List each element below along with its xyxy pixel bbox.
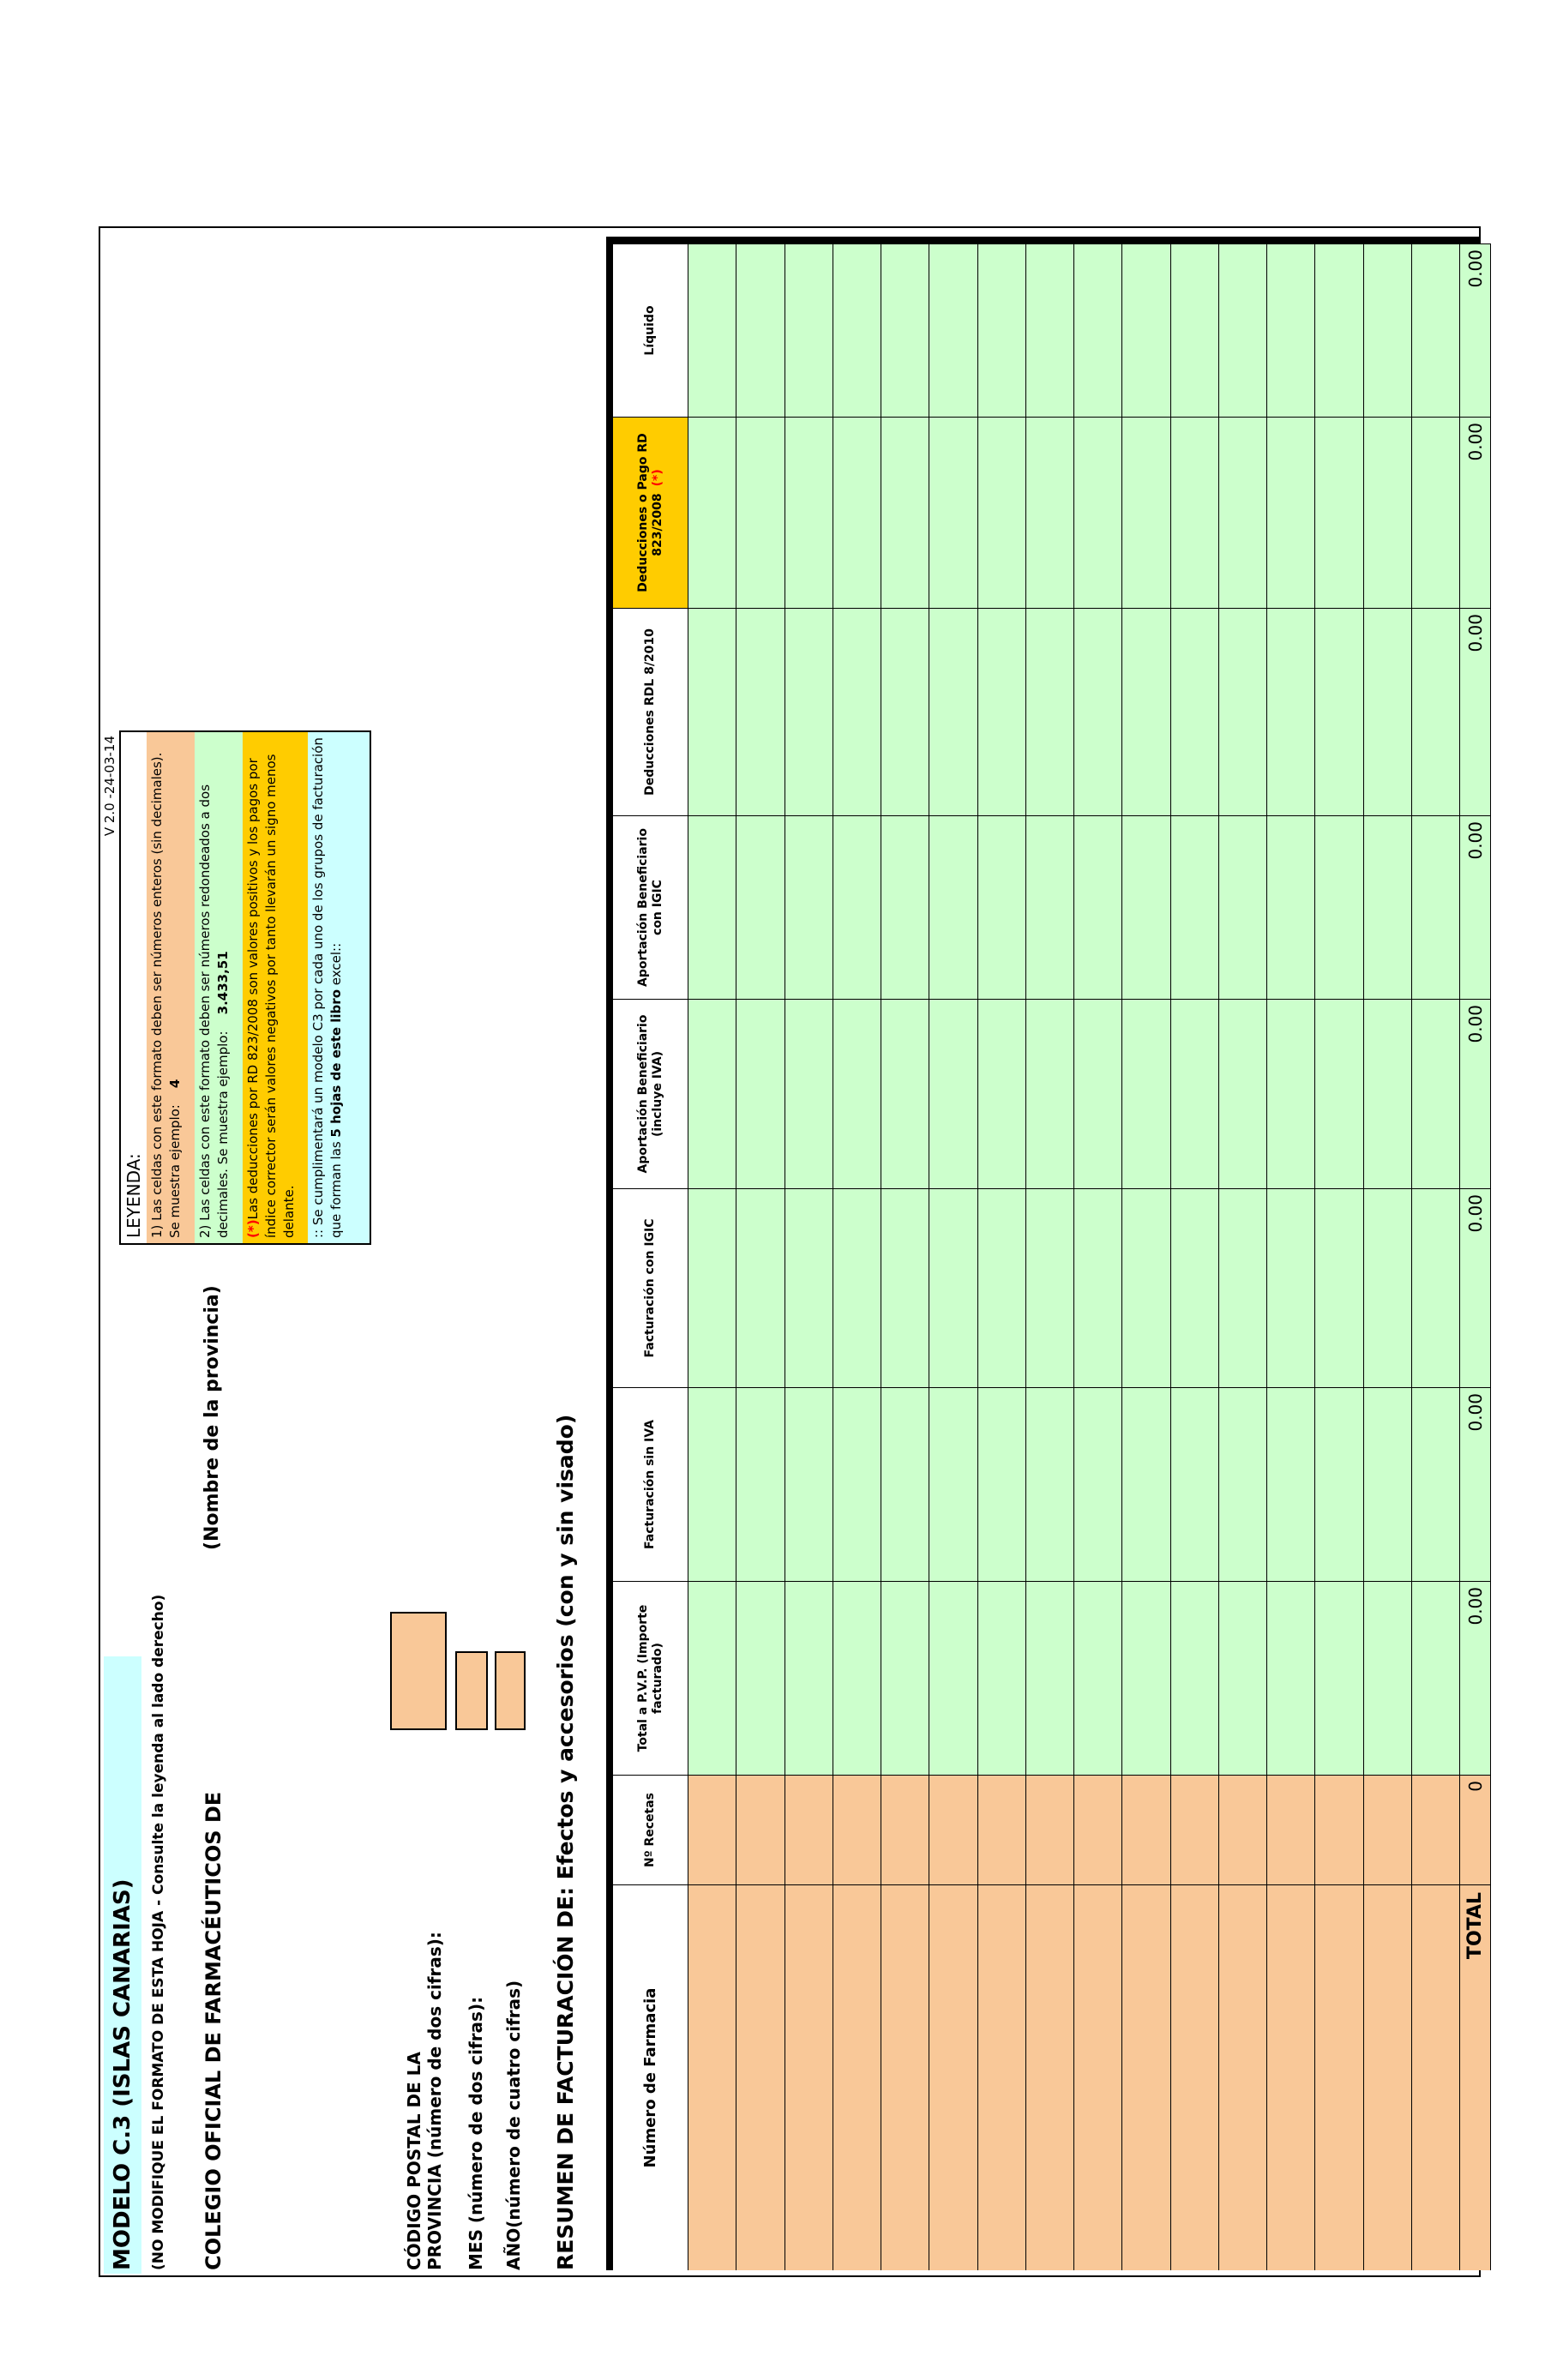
col-total-pvp-cell[interactable] xyxy=(1219,1581,1267,1775)
colegio-label: COLEGIO OFICIAL DE FARMACÉUTICOS DE xyxy=(201,1791,225,2270)
col-recetas-header xyxy=(613,1775,688,1884)
col-fact-igic-cell[interactable] xyxy=(1412,1188,1460,1387)
postal-code-input[interactable] xyxy=(390,1612,447,1730)
col-fact-sin-iva-cell[interactable] xyxy=(785,1387,833,1581)
col-total-pvp-cell[interactable] xyxy=(978,1581,1026,1775)
col-total-pvp-cell[interactable] xyxy=(736,1581,785,1775)
col-aport-iva-total: 0.00 xyxy=(1460,999,1491,1188)
table-top-border xyxy=(606,237,613,2270)
billing-table xyxy=(606,237,1486,2270)
legend-integer-example: 4 xyxy=(167,1079,183,1089)
legend xyxy=(104,730,371,1245)
col-fact-sin-iva-cell[interactable] xyxy=(1171,1387,1219,1581)
col-recetas-cell[interactable] xyxy=(1122,1775,1170,1884)
col-farmacia-label: Número de Farmacia xyxy=(641,1987,659,2168)
col-liquido-total: 0.00 xyxy=(1460,243,1491,417)
col-liquido-cell[interactable] xyxy=(929,243,977,417)
col-liquido-cell[interactable] xyxy=(1026,243,1074,417)
col-fact-igic-cell[interactable] xyxy=(978,1188,1026,1387)
col-fact-sin-iva-cell[interactable] xyxy=(1122,1387,1170,1581)
col-farmacia-cell[interactable] xyxy=(1026,1884,1074,2270)
col-aport-iva-cell[interactable] xyxy=(1122,999,1170,1188)
col-deduc-rd823-mark: (*) xyxy=(650,469,664,487)
col-fact-sin-iva-cell[interactable] xyxy=(881,1387,929,1581)
col-farmacia-cell[interactable] xyxy=(1122,1884,1170,2270)
col-farmacia-cell[interactable] xyxy=(1219,1884,1267,2270)
col-deduc-rd823-cell[interactable] xyxy=(785,417,833,608)
col-fact-igic-cell[interactable] xyxy=(688,1188,736,1387)
col-deduc-rdl-cell[interactable] xyxy=(1412,608,1460,815)
col-aport-igic-label: Aportación Beneficiario con IGIC xyxy=(635,828,664,987)
col-aport-iva-cell[interactable] xyxy=(1267,999,1315,1188)
col-aport-iva-cell[interactable] xyxy=(1219,999,1267,1188)
col-deduc-rdl-cell[interactable] xyxy=(1364,608,1412,815)
col-recetas-cell[interactable] xyxy=(1171,1775,1219,1884)
col-farmacia-cell[interactable] xyxy=(1315,1884,1363,2270)
col-fact-igic-cell[interactable] xyxy=(785,1188,833,1387)
legend-decimal-text: 2) Las celdas con este formato deben ser números redondeados a dos decimales. Se muestra ejemplo: xyxy=(197,784,231,1238)
col-fact-igic-total: 0.00 xyxy=(1460,1188,1491,1387)
col-aport-igic-cell[interactable] xyxy=(785,815,833,999)
col-farmacia-cell[interactable] xyxy=(833,1884,881,2270)
col-farmacia-cell[interactable] xyxy=(1267,1884,1315,2270)
col-deduc-rd823-cell[interactable] xyxy=(833,417,881,608)
legend-decimal-row xyxy=(195,732,243,1243)
col-recetas-cell[interactable] xyxy=(833,1775,881,1884)
col-deduc-rd823-cell[interactable] xyxy=(1171,417,1219,608)
col-deduc-rdl-cell[interactable] xyxy=(1122,608,1170,815)
col-deduc-rd823-cell[interactable] xyxy=(881,417,929,608)
col-deduc-rdl-cell[interactable] xyxy=(1026,608,1074,815)
col-aport-iva-cell[interactable] xyxy=(1364,999,1412,1188)
province-name-hint: (Nombre de la provincia) xyxy=(201,1285,223,1550)
col-deduc-rdl-label: Deducciones RDL 8/2010 xyxy=(643,628,657,796)
col-deduc-rd823-label: Deducciones o Pago RD 823/2008 xyxy=(635,433,664,592)
col-fact-igic-cell[interactable] xyxy=(881,1188,929,1387)
col-deduc-rdl-total: 0.00 xyxy=(1460,608,1491,815)
col-deduc-rdl-cell[interactable] xyxy=(1219,608,1267,815)
col-liquido-cell[interactable] xyxy=(1171,243,1219,417)
col-aport-iva-cell[interactable] xyxy=(833,999,881,1188)
col-aport-igic-cell[interactable] xyxy=(1412,815,1460,999)
col-fact-igic-header xyxy=(613,1188,688,1387)
col-aport-iva-cell[interactable] xyxy=(929,999,977,1188)
col-deduc-rd823-cell[interactable] xyxy=(1219,417,1267,608)
col-recetas-cell[interactable] xyxy=(1026,1775,1074,1884)
col-liquido-cell[interactable] xyxy=(1219,243,1267,417)
col-farmacia-cell[interactable] xyxy=(688,1884,736,2270)
col-fact-igic-label: Facturación con IGIC xyxy=(643,1218,657,1358)
col-aport-iva-cell[interactable] xyxy=(1315,999,1363,1188)
col-total-pvp-cell[interactable] xyxy=(1074,1581,1122,1775)
col-fact-igic-cell[interactable] xyxy=(833,1188,881,1387)
col-farmacia-cell[interactable] xyxy=(1171,1884,1219,2270)
col-total-pvp-cell[interactable] xyxy=(1412,1581,1460,1775)
col-deduc-rd823-cell[interactable] xyxy=(1412,417,1460,608)
col-total-pvp-cell[interactable] xyxy=(1122,1581,1170,1775)
col-aport-iva-cell[interactable] xyxy=(1171,999,1219,1188)
postal-code-label xyxy=(404,1932,445,2270)
col-fact-sin-iva-cell[interactable] xyxy=(1026,1387,1074,1581)
col-total-pvp-cell[interactable] xyxy=(1267,1581,1315,1775)
col-recetas-cell[interactable] xyxy=(736,1775,785,1884)
col-liquido-cell[interactable] xyxy=(736,243,785,417)
col-fact-igic-cell[interactable] xyxy=(929,1188,977,1387)
col-total-pvp-cell[interactable] xyxy=(1026,1581,1074,1775)
col-liquido-cell[interactable] xyxy=(1074,243,1122,417)
col-liquido-header xyxy=(613,243,688,417)
col-liquido-label: Líquido xyxy=(643,305,657,356)
col-total-pvp-total: 0.00 xyxy=(1460,1581,1491,1775)
col-aport-igic-cell[interactable] xyxy=(1315,815,1363,999)
col-aport-iva-cell[interactable] xyxy=(688,999,736,1188)
col-fact-sin-iva-cell[interactable] xyxy=(1074,1387,1122,1581)
col-recetas-cell[interactable] xyxy=(1364,1775,1412,1884)
col-fact-sin-iva-cell[interactable] xyxy=(1267,1387,1315,1581)
col-recetas-label: Nº Recetas xyxy=(643,1792,657,1868)
col-farmacia-cell[interactable] xyxy=(1074,1884,1122,2270)
col-fact-igic-cell[interactable] xyxy=(1267,1188,1315,1387)
year-label: AÑO(número de cuatro cifras) xyxy=(503,1980,524,2270)
col-deduc-rdl-cell[interactable] xyxy=(1267,608,1315,815)
col-deduc-rd823-cell[interactable] xyxy=(1074,417,1122,608)
legend-box xyxy=(119,730,371,1245)
year-input[interactable] xyxy=(495,1651,526,1730)
legend-note-text: :: Se cumplimentará un modelo C3 por cada uno de los grupos de facturación que forman las xyxy=(310,737,344,1238)
col-aport-igic-cell[interactable] xyxy=(881,815,929,999)
col-aport-igic-total: 0.00 xyxy=(1460,815,1491,999)
col-aport-igic-cell[interactable] xyxy=(736,815,785,999)
postal-code-label-line1: CÓDIGO POSTAL DE LA xyxy=(404,2052,424,2270)
col-aport-igic-cell[interactable] xyxy=(688,815,736,999)
col-recetas-cell[interactable] xyxy=(1315,1775,1363,1884)
col-fact-sin-iva-cell[interactable] xyxy=(1219,1387,1267,1581)
col-aport-igic-cell[interactable] xyxy=(1267,815,1315,999)
col-total-pvp-header xyxy=(613,1581,688,1775)
col-recetas-cell[interactable] xyxy=(929,1775,977,1884)
col-deduc-rdl-cell[interactable] xyxy=(1171,608,1219,815)
col-fact-sin-iva-total: 0.00 xyxy=(1460,1387,1491,1581)
col-aport-igic-cell[interactable] xyxy=(1364,815,1412,999)
col-liquido-cell[interactable] xyxy=(1267,243,1315,417)
col-total-pvp-cell[interactable] xyxy=(688,1581,736,1775)
col-deduc-rdl-cell[interactable] xyxy=(833,608,881,815)
legend-note-row xyxy=(308,732,370,1243)
version-label: V 2.0 -24-03-14 xyxy=(102,736,117,837)
col-aport-igic-cell[interactable] xyxy=(929,815,977,999)
col-deduc-rdl-cell[interactable] xyxy=(1315,608,1363,815)
col-fact-sin-iva-cell[interactable] xyxy=(1412,1387,1460,1581)
col-aport-iva-cell[interactable] xyxy=(1074,999,1122,1188)
col-deduc-rd823-cell[interactable] xyxy=(1364,417,1412,608)
col-farmacia-cell[interactable] xyxy=(1364,1884,1412,2270)
col-deduc-rdl-cell[interactable] xyxy=(688,608,736,815)
legend-integer-row xyxy=(147,732,195,1243)
col-fact-sin-iva-cell[interactable] xyxy=(833,1387,881,1581)
col-fact-igic-cell[interactable] xyxy=(1074,1188,1122,1387)
legend-note-bold: 5 hojas de este libro xyxy=(328,989,344,1138)
col-fact-sin-iva-cell[interactable] xyxy=(688,1387,736,1581)
col-total-pvp-cell[interactable] xyxy=(785,1581,833,1775)
col-liquido-cell[interactable] xyxy=(978,243,1026,417)
col-fact-sin-iva-header xyxy=(613,1387,688,1581)
col-farmacia-header xyxy=(613,1884,688,2270)
col-liquido-cell[interactable] xyxy=(1315,243,1363,417)
col-fact-igic-cell[interactable] xyxy=(1315,1188,1363,1387)
col-liquido-cell[interactable] xyxy=(833,243,881,417)
col-aport-igic-cell[interactable] xyxy=(833,815,881,999)
col-fact-sin-iva-cell[interactable] xyxy=(1364,1387,1412,1581)
col-fact-igic-cell[interactable] xyxy=(1122,1188,1170,1387)
col-aport-igic-cell[interactable] xyxy=(1219,815,1267,999)
col-deduc-rd823-cell[interactable] xyxy=(1026,417,1074,608)
col-fact-igic-cell[interactable] xyxy=(1219,1188,1267,1387)
col-aport-iva-cell[interactable] xyxy=(1026,999,1074,1188)
col-total-pvp-cell[interactable] xyxy=(1364,1581,1412,1775)
total-label: TOTAL xyxy=(1460,1884,1491,2270)
col-deduc-rdl-cell[interactable] xyxy=(1074,608,1122,815)
col-liquido-cell[interactable] xyxy=(1412,243,1460,417)
col-aport-igic-cell[interactable] xyxy=(1074,815,1122,999)
legend-integer-text: 1) Las celdas con este formato deben ser números enteros (sin decimales). Se muestra ejemplo: xyxy=(149,752,183,1238)
col-aport-iva-cell[interactable] xyxy=(785,999,833,1188)
col-aport-iva-cell[interactable] xyxy=(881,999,929,1188)
col-liquido-cell[interactable] xyxy=(688,243,736,417)
col-recetas-total: 0 xyxy=(1460,1775,1491,1884)
month-label: MES (número de dos cifras): xyxy=(466,1996,486,2270)
col-deduc-rd823-cell[interactable] xyxy=(688,417,736,608)
col-recetas-cell[interactable] xyxy=(1412,1775,1460,1884)
col-total-pvp-label: Total a P.V.P. (Importe facturado) xyxy=(635,1604,664,1752)
col-deduc-rd823-cell[interactable] xyxy=(1122,417,1170,608)
col-deduc-rd823-total: 0.00 xyxy=(1460,417,1491,608)
col-aport-iva-label: Aportación Beneficiario (incluye IVA) xyxy=(635,1014,664,1174)
col-recetas-cell[interactable] xyxy=(1219,1775,1267,1884)
col-deduc-rdl-cell[interactable] xyxy=(736,608,785,815)
resumen-title: RESUMEN DE FACTURACIÓN DE: Efectos y accesorios (con y sin visado) xyxy=(553,1414,578,2270)
legend-note-tail: excel:: xyxy=(328,942,344,986)
legend-decimal-example: 3.433,51 xyxy=(215,951,231,1015)
col-deduc-rd823-cell[interactable] xyxy=(1315,417,1363,608)
postal-code-label-line2: PROVINCIA (número de dos cifras): xyxy=(424,1932,445,2270)
col-total-pvp-cell[interactable] xyxy=(833,1581,881,1775)
col-aport-iva-cell[interactable] xyxy=(978,999,1026,1188)
col-aport-igic-cell[interactable] xyxy=(978,815,1026,999)
legend-asterisk-mark: (*) xyxy=(245,1219,261,1238)
col-fact-igic-cell[interactable] xyxy=(1171,1188,1219,1387)
col-total-pvp-cell[interactable] xyxy=(929,1581,977,1775)
col-farmacia-cell[interactable] xyxy=(736,1884,785,2270)
col-deduc-rdl-cell[interactable] xyxy=(881,608,929,815)
col-fact-igic-cell[interactable] xyxy=(1364,1188,1412,1387)
form-sheet xyxy=(99,226,1486,2277)
col-deduc-rdl-cell[interactable] xyxy=(929,608,977,815)
col-fact-sin-iva-cell[interactable] xyxy=(1315,1387,1363,1581)
col-total-pvp-cell[interactable] xyxy=(1171,1581,1219,1775)
col-fact-igic-cell[interactable] xyxy=(736,1188,785,1387)
col-deduc-rd823-cell[interactable] xyxy=(978,417,1026,608)
col-recetas-cell[interactable] xyxy=(1074,1775,1122,1884)
col-liquido-cell[interactable] xyxy=(881,243,929,417)
col-liquido-cell[interactable] xyxy=(1122,243,1170,417)
col-deduc-rd823-cell[interactable] xyxy=(929,417,977,608)
col-deduc-rdl-cell[interactable] xyxy=(785,608,833,815)
col-farmacia-cell[interactable] xyxy=(785,1884,833,2270)
col-liquido-cell[interactable] xyxy=(1364,243,1412,417)
col-farmacia-cell[interactable] xyxy=(1412,1884,1460,2270)
model-title: MODELO C.3 (ISLAS CANARIAS) xyxy=(104,1656,141,2274)
legend-heading: LEYENDA: xyxy=(123,1153,144,1238)
col-aport-igic-cell[interactable] xyxy=(1026,815,1074,999)
col-deduc-rdl-header xyxy=(613,608,688,815)
col-farmacia-cell[interactable] xyxy=(978,1884,1026,2270)
col-aport-iva-cell[interactable] xyxy=(736,999,785,1188)
col-aport-iva-cell[interactable] xyxy=(1412,999,1460,1188)
col-recetas-cell[interactable] xyxy=(785,1775,833,1884)
legend-deductions-text: Las deducciones por RD 823/2008 son valores positivos y los pagos por índice corrector serán valores negativos por tanto llevarán un signo menos delante. xyxy=(245,754,297,1238)
col-fact-sin-iva-cell[interactable] xyxy=(978,1387,1026,1581)
col-recetas-cell[interactable] xyxy=(1267,1775,1315,1884)
col-liquido-cell[interactable] xyxy=(785,243,833,417)
col-recetas-cell[interactable] xyxy=(881,1775,929,1884)
col-fact-sin-iva-label: Facturación sin IVA xyxy=(643,1420,657,1549)
col-fact-sin-iva-cell[interactable] xyxy=(736,1387,785,1581)
table-right-border xyxy=(606,237,1479,243)
col-deduc-rd823-header xyxy=(613,417,688,608)
col-farmacia-cell[interactable] xyxy=(881,1884,929,2270)
col-recetas-cell[interactable] xyxy=(688,1775,736,1884)
col-total-pvp-cell[interactable] xyxy=(881,1581,929,1775)
col-fact-sin-iva-cell[interactable] xyxy=(929,1387,977,1581)
col-recetas-cell[interactable] xyxy=(978,1775,1026,1884)
col-deduc-rd823-cell[interactable] xyxy=(736,417,785,608)
legend-deductions-row xyxy=(243,732,308,1243)
col-aport-igic-cell[interactable] xyxy=(1122,815,1170,999)
col-deduc-rd823-cell[interactable] xyxy=(1267,417,1315,608)
month-input[interactable] xyxy=(455,1651,488,1730)
col-deduc-rdl-cell[interactable] xyxy=(978,608,1026,815)
col-aport-iva-header xyxy=(613,999,688,1188)
format-warning: (NO MODIFIQUE EL FORMATO DE ESTA HOJA - Consulte la leyenda al lado derecho) xyxy=(150,1594,167,2270)
col-fact-igic-cell[interactable] xyxy=(1026,1188,1074,1387)
col-aport-igic-cell[interactable] xyxy=(1171,815,1219,999)
col-aport-igic-header xyxy=(613,815,688,999)
col-total-pvp-cell[interactable] xyxy=(1315,1581,1363,1775)
col-farmacia-cell[interactable] xyxy=(929,1884,977,2270)
